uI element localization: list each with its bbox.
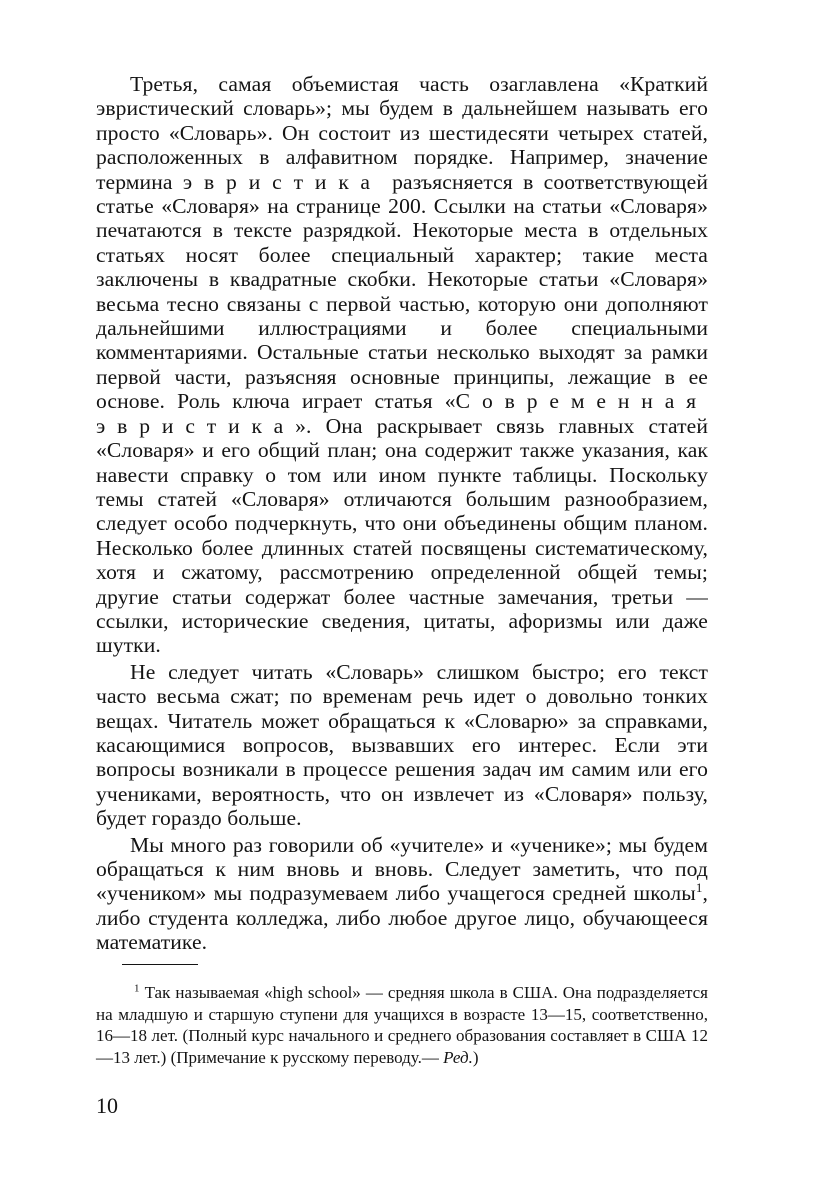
spaced-term-modern-heuristics: Современная эвристика — [96, 389, 708, 438]
paragraph-reading-advice: Не следует читать «Словарь» слишком быстро; его текст часто весьма сжат; по временам речь идет о довольно тонких вещах. Читатель может обращаться к «Словарю» за справками, касающимися вопросов, вызвавших его интерес. Если эти вопросы возникали в процессе решения задач им самим или его учениками, вероятность, что он извлечет из «Словаря» пользу, будет гораздо больше. — [96, 659, 708, 831]
footnote-reference: 1 — [695, 880, 703, 896]
paragraph-dictionary-description: Третья, самая объемистая часть озаглавлена «Краткий эвристический словарь»; мы будем в дальнейшем называть его просто «Словарь». Он состоит из шестидесяти четырех статей, расположенных в алфавитном порядке. Например, значение термина эвристика разъясняется в соответствующей статье «Словаря» на странице 200. Ссылки на статьи «Словаря» печатаются в тексте разрядкой. Некоторые места в отдельных статьях носят более специальный характер; такие места заключены в квадратные скобки. Некоторые статьи «Словаря» весьма тесно связаны с первой частью, которую они дополняют дальнейшими иллюстрациями и более специальными комментариями. Остальные статьи несколько выходят за рамки первой части, разъясняя основные принципы, лежащие в ее основе. Роль ключа играет статья «Современная эвристика». Она раскрывает связь главных статей «Словаря» и его общий план; она содержит также указания, как навести справку о том или ином пункте таблицы. Поскольку темы статей «Словаря» отличаются большим разнообразием, следует особо подчеркнуть, что они объединены общим планом. Несколько более длинных статей посвящены систематическому, хотя и сжатому, рассмотрению определенной общей темы; другие статьи содержат более частные замечания, третьи — ссылки, исторические сведения, цитаты, афоризмы или даже шутки. — [96, 72, 708, 658]
editor-abbreviation: Ред. — [443, 1047, 473, 1067]
spaced-term-heuristics: эвристика — [182, 169, 382, 194]
footnote: $^1$ Так называемая «high school» — средняя школа в США. Она подразделяется на младшую и старшую ступени для учащихся в возрасте 13—15, соответственно, 16—18 лет. (Полный курс начального и среднего образования составляет в США 12—13 лет.) (Примечание к русскому переводу.— Ред.) — [96, 982, 708, 1067]
page-body — [96, 72, 708, 955]
paragraph-teacher-student: Мы много раз говорили об «учителе» и «ученике»; мы будем обращаться к ним вновь и вновь. Следует заметить, что под «учеником» мы подразумеваем либо учащегося средней школы$^1$, либо студента колледжа, либо любое другое лицо, обучающееся математике. — [96, 832, 708, 955]
page-number: 10 — [96, 1093, 118, 1118]
footnote-divider — [122, 964, 198, 965]
footnote-mark: 1 — [134, 982, 140, 995]
